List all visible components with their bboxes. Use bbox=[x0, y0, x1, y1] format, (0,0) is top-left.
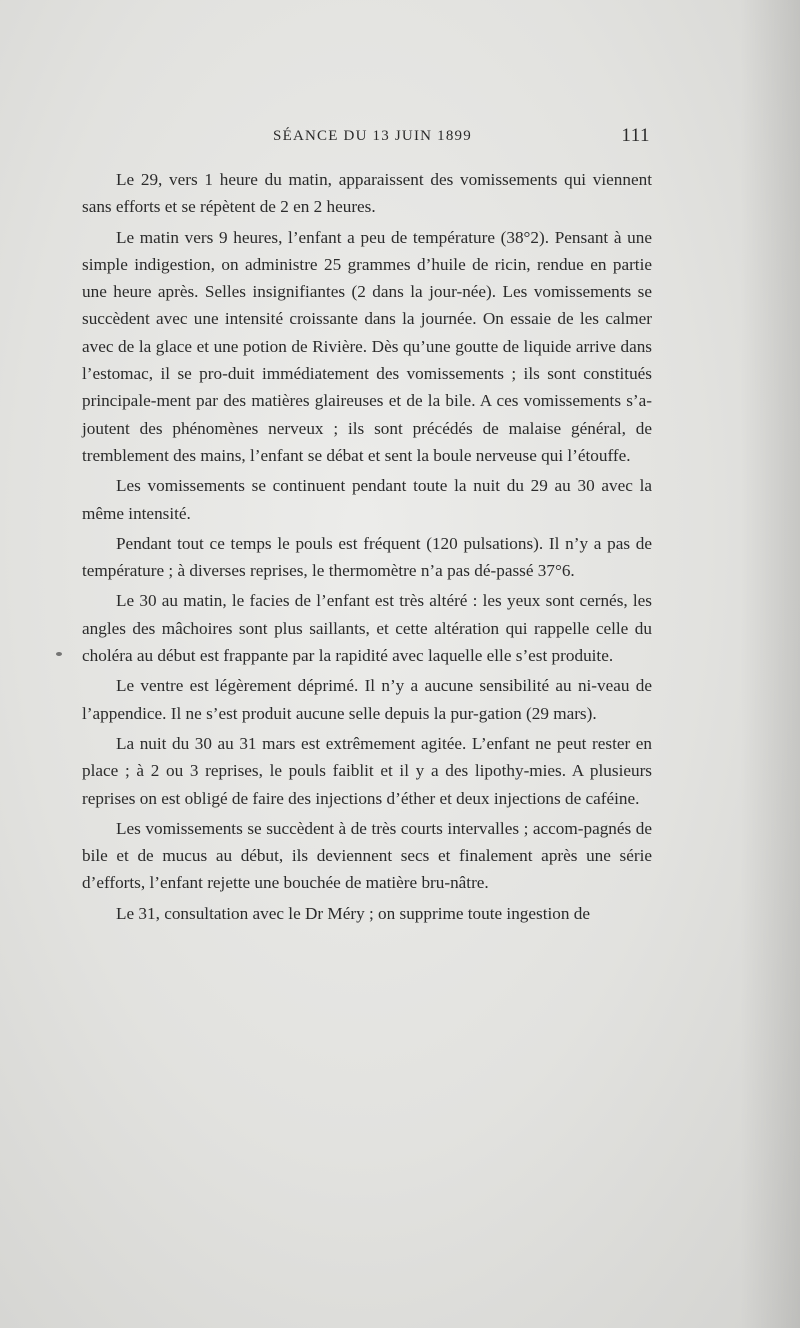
paragraph-5: Le 30 au matin, le facies de l’enfant est très altéré : les yeux sont cernés, les angles des mâchoires sont plus saillants, et cette altération qui rappelle celle du choléra au début est frappante par la rapidité avec laquelle elle s’est produite. bbox=[82, 591, 652, 666]
running-title: SÉANCE DU 13 JUIN 1899 bbox=[273, 128, 472, 144]
page-number: 111 bbox=[621, 125, 650, 146]
paragraph-4: Pendant tout ce temps le pouls est fréquent (120 pulsations). Il n’y a pas de température ; à diverses reprises, le thermomètre n’a pas dé-passé 37°6. bbox=[82, 533, 652, 581]
ink-speck bbox=[56, 652, 62, 656]
page-header bbox=[0, 125, 800, 158]
paragraph-1: Le 29, vers 1 heure du matin, apparaissent des vomissements qui viennent sans efforts et se répètent de 2 en 2 heures. bbox=[82, 170, 652, 217]
paragraph-3: Les vomissements se continuent pendant toute la nuit du 29 au 30 avec la même intensité. bbox=[82, 476, 652, 523]
page-edge-shadow bbox=[740, 0, 800, 1328]
paragraph-7: La nuit du 30 au 31 mars est extrêmement agitée. L’enfant ne peut rester en place ; à 2 ou 3 reprises, le pouls faiblit et il y a des lipothy-mies. A plusieurs reprises on est obligé de faire des injections d’éther et deux injections de caféine. bbox=[82, 733, 652, 808]
paragraph-8: Les vomissements se succèdent à de très courts intervalles ; accom-pagnés de bile et de mucus au début, ils deviennent secs et finalement après une série d’efforts, l’enfant rejette une bouchée de matière bru-nâtre. bbox=[82, 818, 652, 893]
paragraph-9: Le 31, consultation avec le Dr Méry ; on supprime toute ingestion de bbox=[116, 903, 590, 923]
body-text bbox=[82, 166, 652, 927]
paragraph-6: Le ventre est légèrement déprimé. Il n’y a aucune sensibilité au ni-veau de l’appendice. Il ne s’est produit aucune selle depuis la pur-gation (29 mars). bbox=[82, 676, 652, 723]
paragraph-2: Le matin vers 9 heures, l’enfant a peu de température (38°2). Pensant à une simple indigestion, on administre 25 grammes d’huile de ricin, rendue en partie une heure après. Selles insignifiantes (2 dans la jour-née). Les vomissements se succèdent avec une intensité croissante dans la journée. On essaie de les calmer avec de la glace et une potion de Rivière. Dès qu’une goutte de liquide arrive dans l’estomac, il se pro-duit immédiatement des vomissements ; ils sont constitués principale-ment par des matières glaireuses et de la bile. A ces vomissements s’a-joutent des phénomènes nerveux ; ils sont précédés de malaise général, de tremblement des mains, l’enfant se débat et sent la boule nerveuse qui l’étouffe. bbox=[82, 227, 652, 465]
